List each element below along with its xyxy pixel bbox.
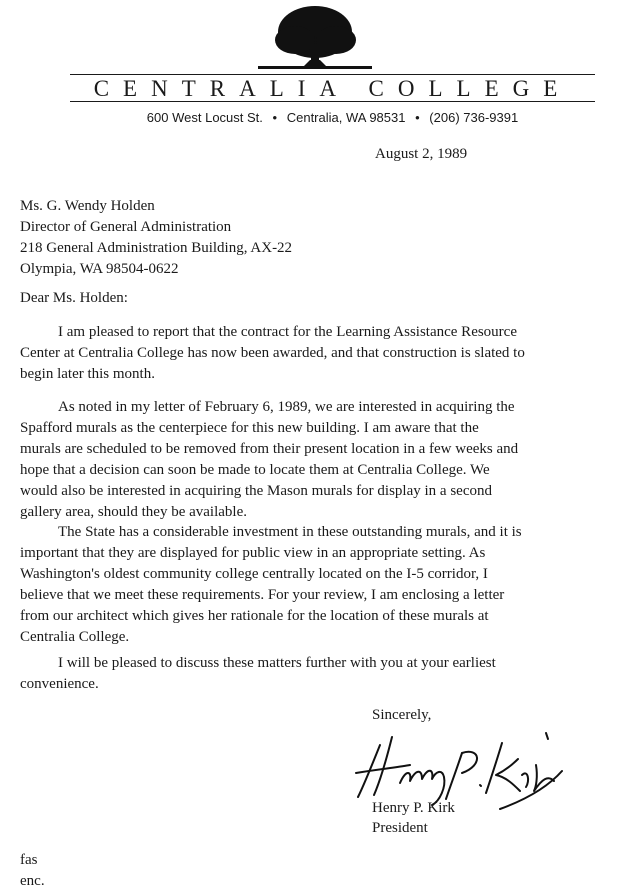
recipient-address-line-2: Olympia, WA 98504-0622	[20, 261, 179, 277]
reference-block	[20, 850, 45, 892]
body-paragraph-2: As noted in my letter of February 6, 1989, we are interested in acquiring the Spafford murals as the centerpiece for this new building. I am aware that the murals are scheduled to be removed from their present location in a few weeks and hope that a decision can soon be made to locate them at Centralia College. We would also be interested in acquiring the Mason murals for display in a second gallery area, should they be available.	[20, 399, 519, 520]
signer-block	[372, 798, 455, 838]
salutation: Dear Ms. Holden:	[20, 290, 128, 306]
address-separator: •	[272, 110, 278, 125]
college-logo-tree	[250, 2, 380, 74]
letterhead-bottom-rule	[70, 101, 595, 102]
recipient-address-line-1: 218 General Administration Building, AX-22	[20, 240, 293, 256]
signer-name: Henry P. Kirk	[372, 800, 455, 816]
letterhead-top-rule	[70, 74, 595, 75]
college-name: CENTRALIA COLLEGE	[93, 76, 572, 101]
letterhead-address	[70, 110, 595, 125]
body-paragraph-1: I am pleased to report that the contract for the Learning Assistance Resource Center at Centralia College has now been awarded, and that construction is slated to begin later this month.	[20, 324, 525, 382]
recipient-name: Ms. G. Wendy Holden	[20, 198, 155, 214]
enclosure-notation: enc.	[20, 873, 45, 889]
address-city: Centralia, WA 98531	[286, 110, 406, 125]
letter-date: August 2, 1989	[375, 146, 468, 162]
signer-title: President	[372, 820, 428, 836]
address-separator: •	[415, 110, 420, 125]
closing: Sincerely,	[372, 707, 432, 723]
body-paragraph-4: I will be pleased to discuss these matters further with you at your earliest convenience.	[20, 655, 496, 692]
address-street: 600 West Locust St.	[146, 110, 263, 125]
recipient-block	[20, 196, 292, 280]
recipient-title: Director of General Administration	[20, 219, 232, 235]
typist-initials: fas	[20, 852, 38, 868]
address-phone: (206) 736-9391	[429, 110, 519, 125]
body-paragraph-3: The State has a considerable investment in these outstanding murals, and it is important that they are displayed for public view in an appropriate setting. As Washington's oldest community college centrally located on the I-5 corridor, I believe that we meet these requirements. For your review, I am enclosing a letter from our architect which gives her rationale for the location of these murals at Centralia College.	[20, 524, 522, 645]
